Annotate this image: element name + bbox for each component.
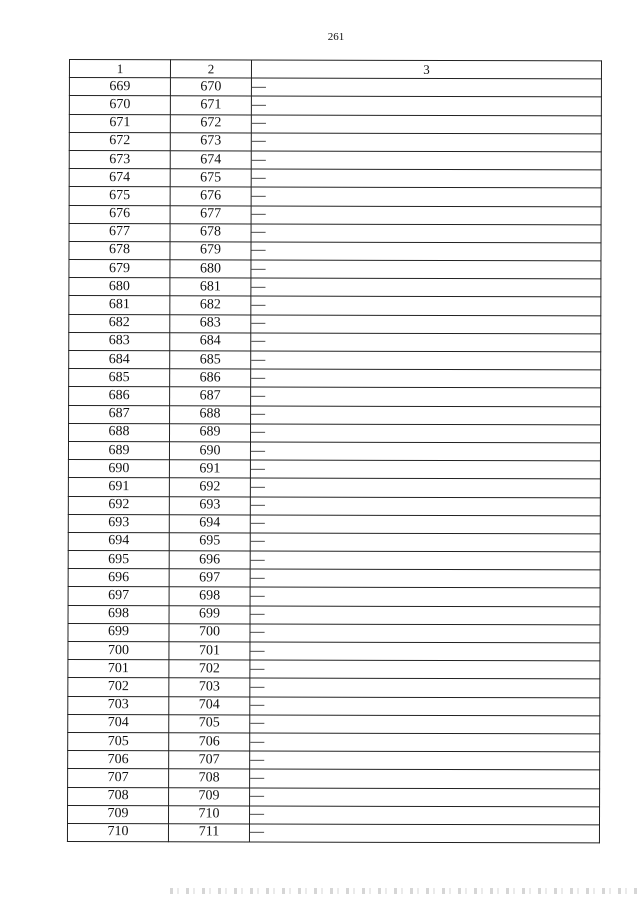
table-row bbox=[68, 460, 600, 480]
cell-col-1: 703 bbox=[68, 696, 169, 714]
cell-col-2: 698 bbox=[169, 587, 250, 605]
cell-col-1: 685 bbox=[69, 369, 170, 387]
dash-mark: — bbox=[251, 206, 266, 222]
table-row bbox=[68, 732, 600, 752]
dash-mark: — bbox=[250, 588, 265, 604]
cell-col-3 bbox=[251, 369, 601, 388]
table-row bbox=[69, 314, 601, 334]
cell-col-1: 691 bbox=[68, 478, 169, 496]
cell-col-1: 686 bbox=[69, 387, 170, 405]
cell-col-3 bbox=[249, 806, 599, 825]
dash-mark: — bbox=[251, 170, 266, 186]
cell-col-3 bbox=[251, 169, 601, 188]
cell-col-1: 669 bbox=[69, 78, 170, 96]
dash-mark: — bbox=[251, 97, 266, 113]
cell-col-2: 670 bbox=[170, 78, 251, 96]
cell-col-1: 701 bbox=[68, 660, 169, 678]
dash-mark: — bbox=[251, 406, 266, 422]
dash-mark: — bbox=[251, 315, 266, 331]
cell-col-2: 706 bbox=[169, 733, 250, 751]
cell-col-3 bbox=[251, 96, 601, 115]
table-row bbox=[69, 332, 601, 352]
dash-mark: — bbox=[250, 697, 265, 713]
data-table bbox=[67, 59, 602, 843]
table-row bbox=[69, 405, 601, 425]
cell-col-3 bbox=[250, 442, 600, 461]
dash-mark: — bbox=[251, 133, 266, 149]
cell-col-3 bbox=[250, 606, 600, 625]
cell-col-3 bbox=[250, 715, 600, 734]
dash-mark: — bbox=[250, 715, 265, 731]
dash-mark: — bbox=[250, 552, 265, 568]
table-row bbox=[68, 787, 600, 807]
table-row bbox=[68, 623, 600, 643]
cell-col-2: 702 bbox=[169, 660, 250, 678]
table-row bbox=[68, 587, 600, 607]
table-row bbox=[69, 278, 601, 298]
dash-mark: — bbox=[251, 188, 266, 204]
cell-col-2: 673 bbox=[170, 133, 251, 151]
cell-col-1: 670 bbox=[69, 96, 170, 114]
table-row bbox=[68, 678, 600, 698]
cell-col-1: 680 bbox=[69, 278, 170, 296]
cell-col-1: 694 bbox=[68, 532, 169, 550]
cell-col-2: 703 bbox=[169, 678, 250, 696]
dash-mark: — bbox=[251, 152, 266, 168]
cell-col-2: 683 bbox=[170, 314, 251, 332]
dash-mark: — bbox=[251, 242, 266, 258]
cell-col-2: 675 bbox=[170, 169, 251, 187]
cell-col-2: 688 bbox=[170, 405, 251, 423]
cell-col-2: 691 bbox=[169, 460, 250, 478]
table-row bbox=[68, 696, 600, 716]
cell-col-3 bbox=[251, 296, 601, 315]
cell-col-3 bbox=[251, 78, 601, 97]
cell-col-1: 707 bbox=[68, 769, 169, 787]
cell-col-2: 685 bbox=[170, 351, 251, 369]
table-row bbox=[68, 605, 600, 625]
table-row bbox=[67, 823, 599, 843]
column-header-3: 3 bbox=[251, 60, 601, 79]
table-row bbox=[68, 441, 600, 461]
cell-col-2: 696 bbox=[169, 551, 250, 569]
cell-col-1: 683 bbox=[69, 332, 170, 350]
cell-col-1: 702 bbox=[68, 678, 169, 696]
cell-col-3 bbox=[251, 133, 601, 152]
cell-col-1: 699 bbox=[68, 623, 169, 641]
scan-artifact bbox=[170, 888, 640, 894]
cell-col-2: 692 bbox=[169, 478, 250, 496]
cell-col-2: 705 bbox=[169, 715, 250, 733]
cell-col-2: 695 bbox=[169, 533, 250, 551]
table-row bbox=[69, 96, 601, 116]
dash-mark: — bbox=[251, 261, 266, 277]
cell-col-3 bbox=[250, 751, 600, 770]
cell-col-2: 678 bbox=[170, 223, 251, 241]
cell-col-3 bbox=[251, 278, 601, 297]
table-row bbox=[68, 714, 600, 734]
table-row bbox=[68, 751, 600, 771]
cell-col-2: 697 bbox=[169, 569, 250, 587]
cell-col-3 bbox=[250, 533, 600, 552]
header-row bbox=[69, 60, 601, 80]
table-row bbox=[69, 114, 601, 134]
dash-mark: — bbox=[250, 533, 265, 549]
cell-col-3 bbox=[250, 424, 600, 443]
cell-col-2: 681 bbox=[170, 278, 251, 296]
cell-col-1: 709 bbox=[67, 805, 168, 823]
cell-col-1: 675 bbox=[69, 187, 170, 205]
cell-col-2: 677 bbox=[170, 205, 251, 223]
cell-col-1: 710 bbox=[67, 823, 168, 841]
table-header bbox=[69, 60, 601, 80]
cell-col-1: 692 bbox=[68, 496, 169, 514]
cell-col-2: 687 bbox=[170, 387, 251, 405]
cell-col-1: 679 bbox=[69, 260, 170, 278]
dash-mark: — bbox=[250, 661, 265, 677]
cell-col-1: 678 bbox=[69, 241, 170, 259]
table-row bbox=[69, 387, 601, 407]
cell-col-1: 705 bbox=[68, 732, 169, 750]
cell-col-1: 695 bbox=[68, 551, 169, 569]
table-row bbox=[69, 351, 601, 371]
cell-col-3 bbox=[251, 151, 601, 170]
cell-col-1: 706 bbox=[68, 751, 169, 769]
cell-col-3 bbox=[250, 660, 600, 679]
cell-col-2: 672 bbox=[170, 114, 251, 132]
cell-col-3 bbox=[250, 515, 600, 534]
dash-mark: — bbox=[250, 497, 265, 513]
cell-col-1: 672 bbox=[69, 132, 170, 150]
cell-col-1: 677 bbox=[69, 223, 170, 241]
dash-mark: — bbox=[251, 224, 266, 240]
cell-col-2: 694 bbox=[169, 514, 250, 532]
cell-col-2: 704 bbox=[169, 696, 250, 714]
cell-col-3 bbox=[251, 242, 601, 261]
dash-mark: — bbox=[251, 297, 266, 313]
table-row bbox=[69, 223, 601, 243]
table-row bbox=[68, 551, 600, 571]
table-row bbox=[69, 132, 601, 152]
table-row bbox=[69, 205, 601, 225]
dash-mark: — bbox=[251, 115, 266, 131]
cell-col-2: 711 bbox=[168, 824, 249, 842]
cell-col-1: 671 bbox=[69, 114, 170, 132]
cell-col-3 bbox=[250, 496, 600, 515]
cell-col-3 bbox=[251, 260, 601, 279]
cell-col-1: 684 bbox=[69, 351, 170, 369]
dash-mark: — bbox=[250, 624, 265, 640]
cell-col-2: 686 bbox=[170, 369, 251, 387]
cell-col-3 bbox=[250, 697, 600, 716]
cell-col-1: 696 bbox=[68, 569, 169, 587]
table-row bbox=[69, 150, 601, 170]
cell-col-2: 710 bbox=[168, 805, 249, 823]
table-body bbox=[67, 78, 601, 843]
table-row bbox=[68, 660, 600, 680]
cell-col-1: 693 bbox=[68, 514, 169, 532]
cell-col-2: 690 bbox=[169, 442, 250, 460]
dash-mark: — bbox=[249, 824, 264, 840]
cell-col-3 bbox=[250, 642, 600, 661]
dash-mark: — bbox=[250, 643, 265, 659]
table-row bbox=[69, 78, 601, 98]
cell-col-2: 693 bbox=[169, 496, 250, 514]
cell-col-3 bbox=[250, 769, 600, 788]
dash-mark: — bbox=[250, 443, 265, 459]
table-row bbox=[69, 187, 601, 207]
dash-mark: — bbox=[250, 461, 265, 477]
cell-col-3 bbox=[250, 460, 600, 479]
cell-col-1: 708 bbox=[68, 787, 169, 805]
cell-col-3 bbox=[250, 678, 600, 697]
table-row bbox=[68, 569, 600, 589]
page-number: 261 bbox=[327, 31, 345, 43]
cell-col-1: 676 bbox=[69, 205, 170, 223]
table-row bbox=[69, 260, 601, 280]
cell-col-2: 708 bbox=[169, 769, 250, 787]
cell-col-3 bbox=[250, 551, 600, 570]
dash-mark: — bbox=[251, 79, 266, 95]
cell-col-2: 700 bbox=[169, 624, 250, 642]
cell-col-2: 674 bbox=[170, 151, 251, 169]
cell-col-1: 697 bbox=[68, 587, 169, 605]
cell-col-3 bbox=[250, 569, 600, 588]
table-row bbox=[68, 478, 600, 498]
cell-col-2: 701 bbox=[169, 642, 250, 660]
table-row bbox=[69, 169, 601, 189]
cell-col-3 bbox=[250, 787, 600, 806]
dash-mark: — bbox=[250, 752, 265, 768]
dash-mark: — bbox=[250, 806, 265, 822]
cell-col-1: 700 bbox=[68, 641, 169, 659]
cell-col-1: 682 bbox=[69, 314, 170, 332]
cell-col-2: 707 bbox=[169, 751, 250, 769]
cell-col-3 bbox=[250, 478, 600, 497]
cell-col-3 bbox=[250, 624, 600, 643]
dash-mark: — bbox=[250, 679, 265, 695]
cell-col-3 bbox=[250, 733, 600, 752]
table-row bbox=[69, 369, 601, 389]
cell-col-1: 688 bbox=[68, 423, 169, 441]
table-row bbox=[69, 296, 601, 316]
cell-col-2: 689 bbox=[169, 424, 250, 442]
dash-mark: — bbox=[251, 388, 266, 404]
cell-col-1: 690 bbox=[68, 460, 169, 478]
dash-mark: — bbox=[251, 352, 266, 368]
table-row bbox=[68, 769, 600, 789]
dash-mark: — bbox=[250, 479, 265, 495]
dash-mark: — bbox=[250, 606, 265, 622]
cell-col-2: 709 bbox=[169, 787, 250, 805]
dash-mark: — bbox=[250, 734, 265, 750]
cell-col-1: 704 bbox=[68, 714, 169, 732]
cell-col-2: 682 bbox=[170, 296, 251, 314]
cell-col-3 bbox=[251, 224, 601, 243]
column-header-1: 1 bbox=[69, 60, 170, 78]
cell-col-2: 676 bbox=[170, 187, 251, 205]
dash-mark: — bbox=[251, 370, 266, 386]
table-row bbox=[69, 241, 601, 261]
table-row bbox=[68, 496, 600, 516]
table-row bbox=[68, 514, 600, 534]
cell-col-2: 671 bbox=[170, 96, 251, 114]
column-header-2: 2 bbox=[170, 60, 251, 78]
table-row bbox=[67, 805, 599, 825]
dash-mark: — bbox=[251, 333, 266, 349]
cell-col-3 bbox=[249, 824, 599, 843]
dash-mark: — bbox=[250, 770, 265, 786]
dash-mark: — bbox=[250, 515, 265, 531]
cell-col-1: 674 bbox=[69, 169, 170, 187]
cell-col-3 bbox=[251, 387, 601, 406]
cell-col-3 bbox=[251, 406, 601, 425]
cell-col-2: 680 bbox=[170, 260, 251, 278]
table-row bbox=[68, 532, 600, 552]
cell-col-3 bbox=[251, 205, 601, 224]
cell-col-1: 687 bbox=[69, 405, 170, 423]
cell-col-3 bbox=[251, 315, 601, 334]
cell-col-3 bbox=[251, 187, 601, 206]
cell-col-3 bbox=[251, 351, 601, 370]
cell-col-2: 679 bbox=[170, 242, 251, 260]
cell-col-3 bbox=[250, 587, 600, 606]
cell-col-1: 689 bbox=[68, 441, 169, 459]
dash-mark: — bbox=[250, 788, 265, 804]
dash-mark: — bbox=[251, 424, 266, 440]
cell-col-3 bbox=[251, 115, 601, 134]
table-row bbox=[68, 423, 600, 443]
cell-col-1: 673 bbox=[69, 150, 170, 168]
cell-col-1: 698 bbox=[68, 605, 169, 623]
table-row bbox=[68, 641, 600, 661]
cell-col-3 bbox=[251, 333, 601, 352]
cell-col-2: 684 bbox=[170, 333, 251, 351]
cell-col-1: 681 bbox=[69, 296, 170, 314]
dash-mark: — bbox=[250, 570, 265, 586]
dash-mark: — bbox=[251, 279, 266, 295]
cell-col-2: 699 bbox=[169, 605, 250, 623]
